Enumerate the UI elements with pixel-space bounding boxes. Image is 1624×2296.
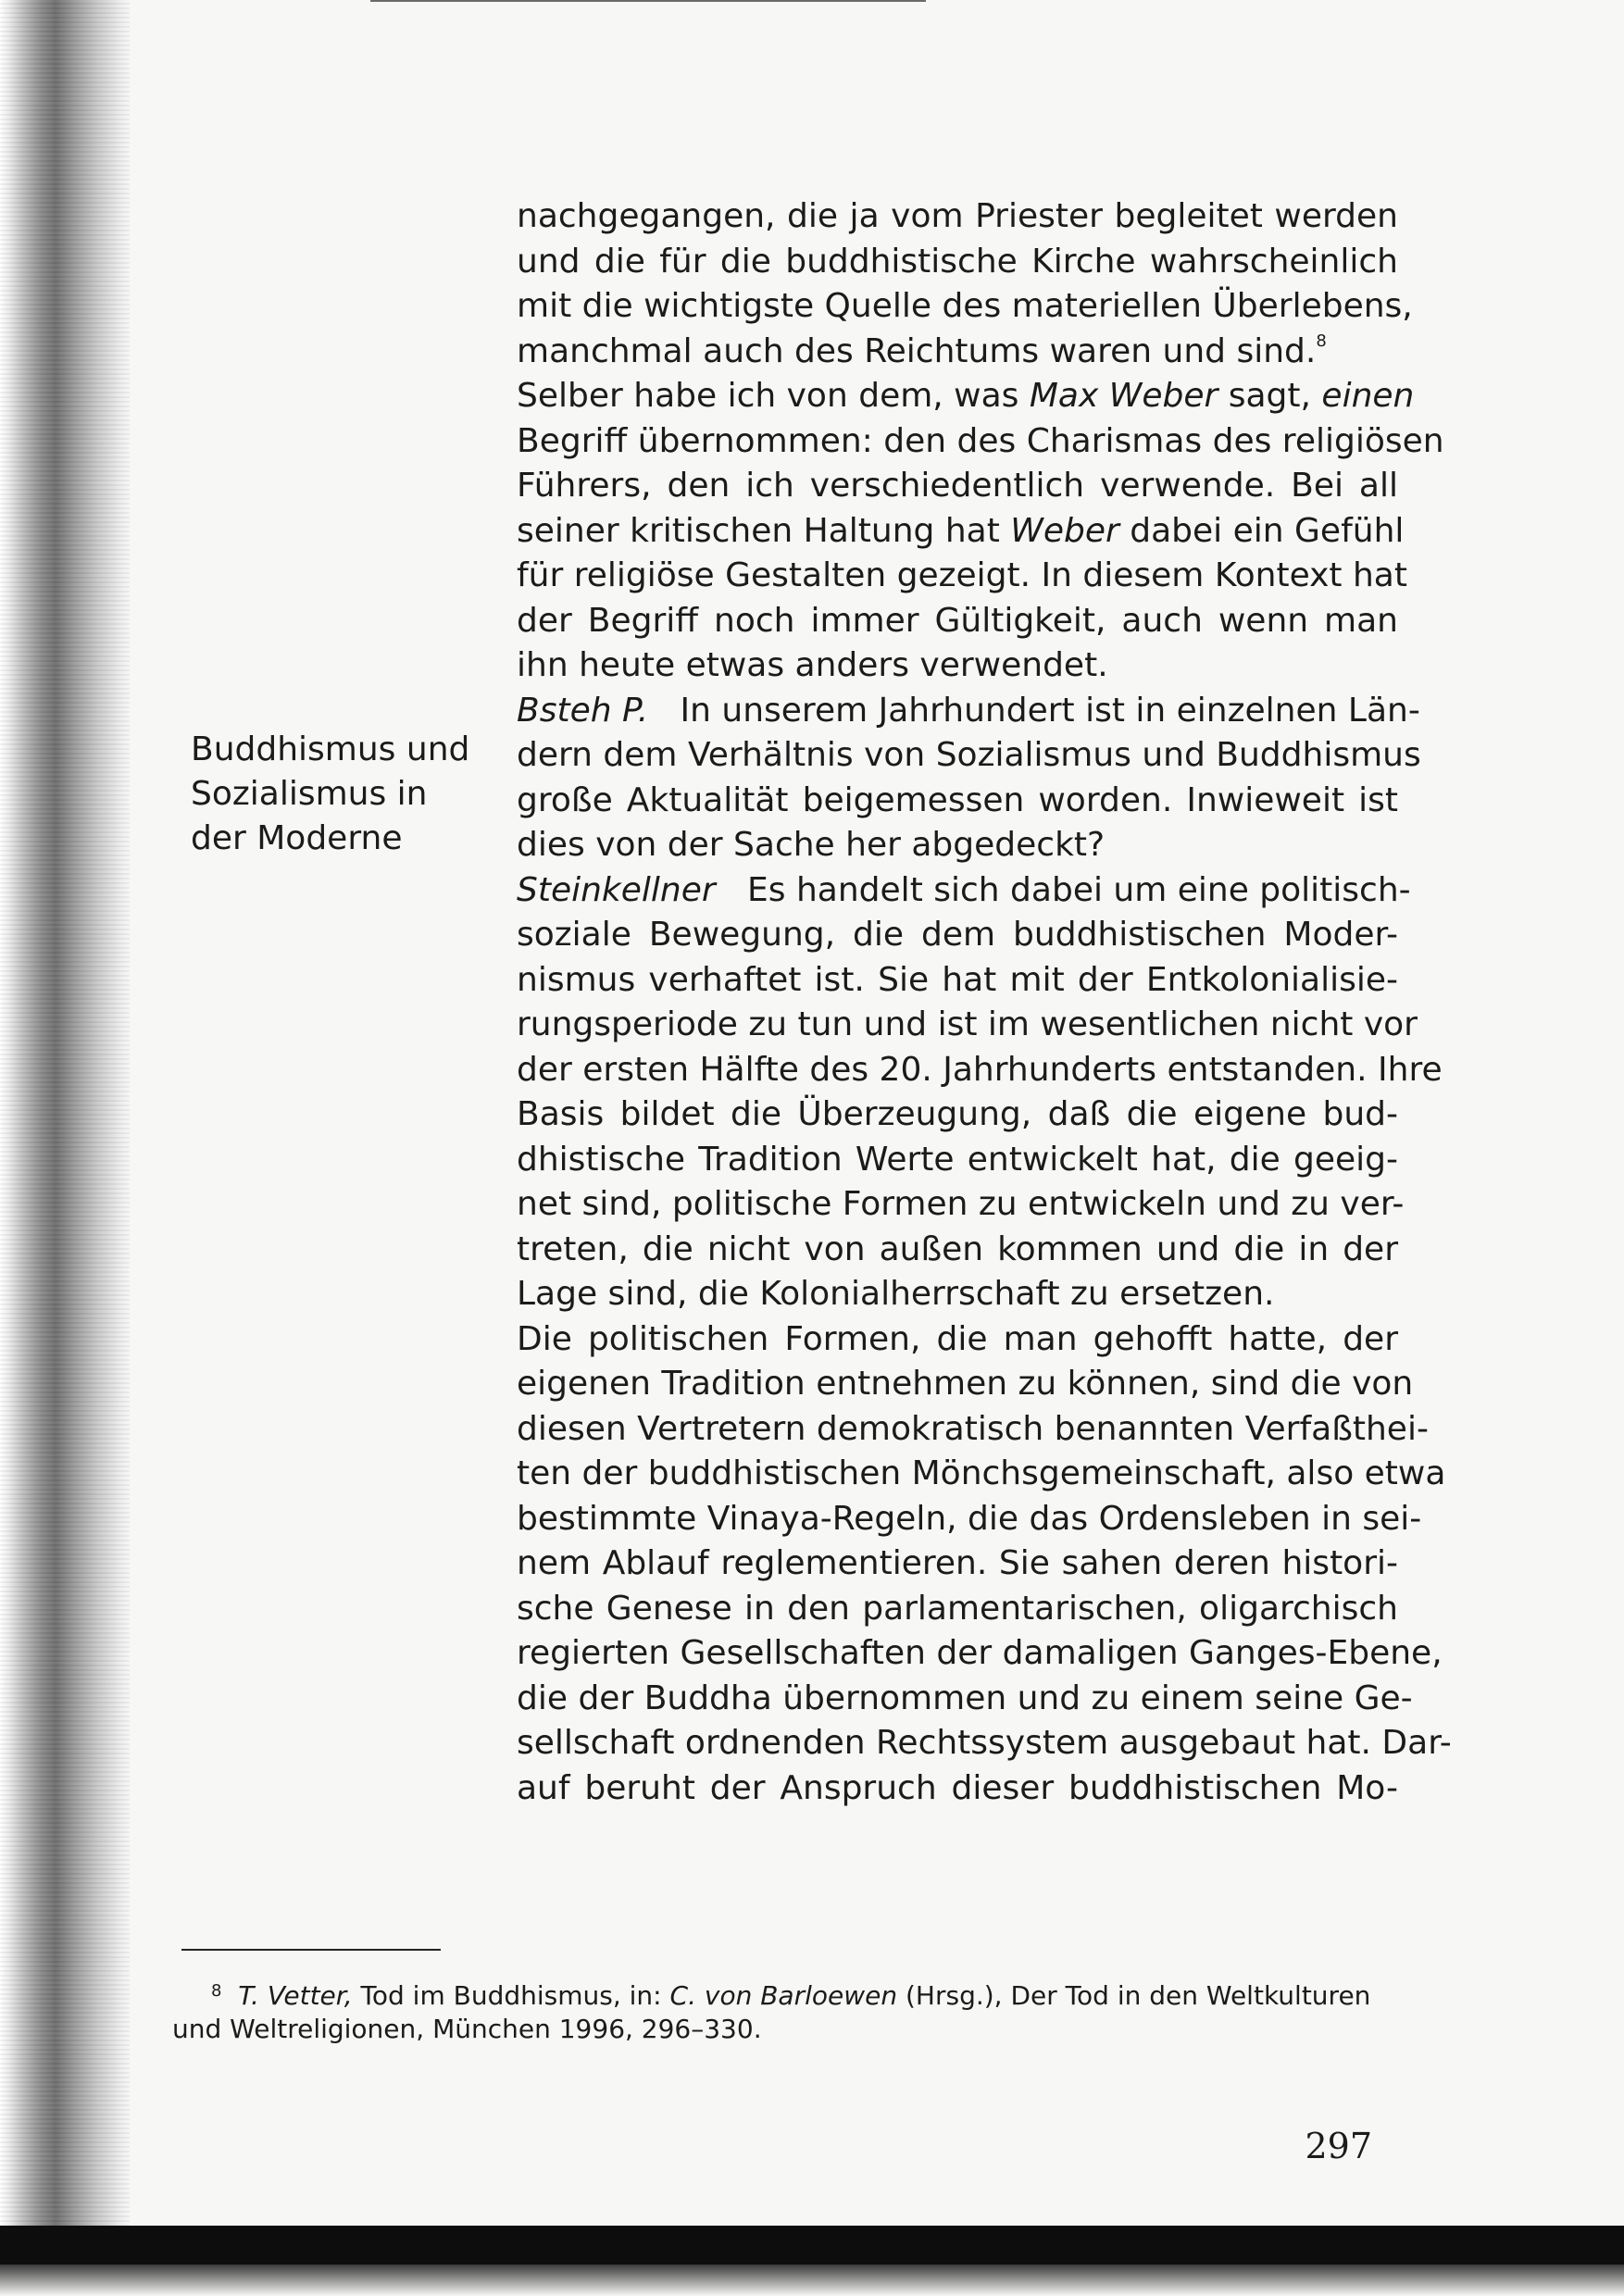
- text-line: nismus verhaftet ist. Sie hat mit der Entkolonialisie-: [517, 960, 1398, 999]
- author-name: Weber: [1010, 511, 1119, 550]
- footnote-marker: 8: [211, 1981, 222, 2001]
- margin-note-line: Buddhismus und: [191, 730, 470, 768]
- main-text: [517, 194, 1452, 1811]
- text-line: die der Buddha übernommen und zu einem seine Ge-: [517, 1678, 1413, 1717]
- margin-note-line: der Moderne: [191, 819, 403, 857]
- text-line: [517, 330, 1398, 375]
- text-line: net sind, politische Formen zu entwickeln und zu ver-: [517, 1185, 1405, 1223]
- text-line: diesen Vertretern demokratisch benannten Verfaßthei-: [517, 1409, 1429, 1448]
- text-line: ten der buddhistischen Mönchsgemeinschaft, also etwa: [517, 1454, 1446, 1492]
- text-line: der Begriff noch immer Gültigkeit, auch wenn man: [517, 601, 1398, 640]
- text-segment: In unserem Jahrhundert ist in einzelnen Län-: [680, 691, 1420, 730]
- text-line: [517, 374, 1415, 419]
- text-line: sche Genese in den parlamentarischen, oligarchisch: [517, 1589, 1398, 1628]
- text-segment: dabei ein Gefühl: [1118, 511, 1405, 550]
- footnote-text: (Hrsg.), Der Tod in den Weltkulturen: [897, 1980, 1371, 2011]
- text-segment: Es handelt sich dabei um eine politisch-: [747, 870, 1411, 909]
- scan-bottom-shadow: [0, 2265, 1624, 2296]
- text-line: mit die wichtigste Quelle des materiellen Überlebens,: [517, 287, 1413, 325]
- text-line: Die politischen Formen, die man gehofft hatte, der: [517, 1319, 1398, 1358]
- text-line: [517, 689, 1420, 734]
- text-line: große Aktualität beigemessen worden. Inwieweit ist: [517, 780, 1398, 819]
- margin-note-line: Sozialismus in: [191, 775, 428, 813]
- emphasis: einen: [1321, 377, 1415, 415]
- text-segment: manchmal auch des Reichtums waren und sind.: [517, 331, 1317, 370]
- author-name: Max Weber: [1029, 377, 1218, 415]
- text-segment: Selber habe ich von dem, was: [517, 377, 1030, 415]
- text-line: Führers, den ich verschiedentlich verwende. Bei all: [517, 467, 1398, 505]
- footnote: [172, 1979, 1376, 2046]
- footnote-text: Tod im Buddhismus, in:: [352, 1980, 670, 2011]
- text-line: dern dem Verhältnis von Sozialismus und Buddhismus: [517, 736, 1421, 774]
- book-gutter-shadow: [0, 0, 130, 2296]
- text-line: dhistische Tradition Werte entwickelt hat, die geeig-: [517, 1140, 1398, 1179]
- text-line: [517, 509, 1405, 555]
- text-line: eigenen Tradition entnehmen zu können, sind die von: [517, 1365, 1414, 1403]
- text-segment: sagt,: [1218, 377, 1322, 415]
- text-line: nem Ablauf reglementieren. Sie sahen deren histori-: [517, 1544, 1398, 1582]
- text-line: bestimmte Vinaya-Regeln, die das Ordensleben in sei-: [517, 1499, 1422, 1538]
- text-line: rungsperiode zu tun und ist im wesentlichen nicht vor: [517, 1005, 1418, 1043]
- text-line: Begriff übernommen: den des Charismas des religiösen: [517, 421, 1444, 460]
- footnote-separator: [181, 1949, 441, 1951]
- text-line: auf beruht der Anspruch dieser buddhistischen Mo-: [517, 1768, 1398, 1807]
- text-line: für religiöse Gestalten gezeigt. In diesem Kontext hat: [517, 556, 1407, 594]
- speaker-name: Steinkellner: [517, 870, 716, 909]
- margin-note: [191, 728, 487, 861]
- text-line: treten, die nicht von außen kommen und die in der: [517, 1229, 1398, 1268]
- page-number: 297: [1305, 2126, 1372, 2166]
- footnote-line: [172, 1979, 1376, 2013]
- speaker-name: Bsteh P.: [517, 691, 649, 730]
- footnote-line: und Weltreligionen, München 1996, 296–330.: [172, 2014, 762, 2044]
- text-line: soziale Bewegung, die dem buddhistischen Moder-: [517, 916, 1398, 954]
- text-segment: seiner kritischen Haltung hat: [517, 511, 1011, 550]
- text-line: ihn heute etwas anders verwendet.: [517, 646, 1108, 684]
- scan-bottom-edge: [0, 2226, 1624, 2265]
- footnote-author: T. Vetter,: [238, 1980, 353, 2011]
- text-line: Basis bildet die Überzeugung, daß die eigene bud-: [517, 1095, 1398, 1133]
- text-line: nachgegangen, die ja vom Priester begleitet werden: [517, 197, 1398, 235]
- text-line: dies von der Sache her abgedeckt?: [517, 826, 1106, 864]
- text-line: Lage sind, die Kolonialherrschaft zu ersetzen.: [517, 1275, 1275, 1313]
- text-line: sellschaft ordnenden Rechtssystem ausgebaut hat. Dar-: [517, 1724, 1452, 1762]
- text-line: [517, 868, 1411, 914]
- text-line: der ersten Hälfte des 20. Jahrhunderts entstanden. Ihre: [517, 1050, 1443, 1089]
- top-edge-rule: [370, 0, 926, 2]
- footnote-editor: C. von Barloewen: [669, 1980, 898, 2011]
- footnote-reference: 8: [1316, 331, 1327, 351]
- text-line: regierten Gesellschaften der damaligen Ganges-Ebene,: [517, 1634, 1443, 1672]
- text-line: und die für die buddhistische Kirche wahrscheinlich: [517, 242, 1398, 281]
